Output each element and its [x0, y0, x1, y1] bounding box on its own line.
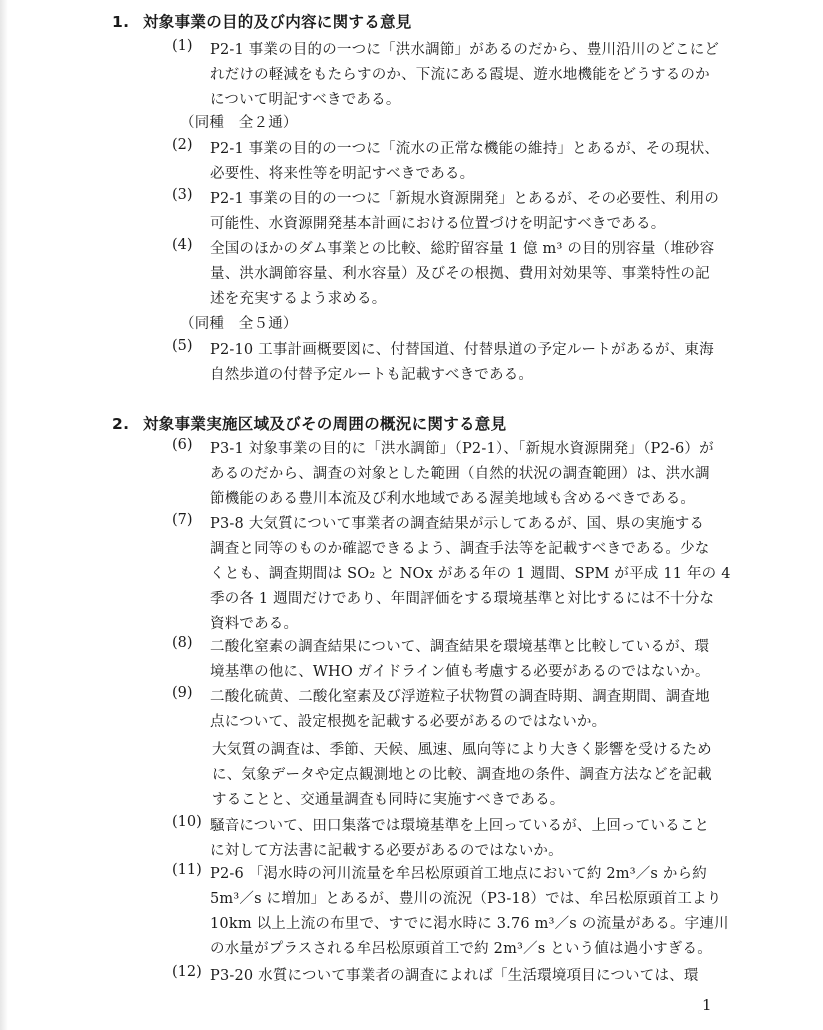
- item-text-line: 調査と同等のものか確認できるよう、調査手法等を記載すべきである。少な: [210, 541, 710, 557]
- item-text-line: 可能性、水資源開発基本計画における位置づけを明記すべきである。: [210, 216, 666, 232]
- item-text-line: 二酸化硫黄、二酸化窒素及び浮遊粒子状物質の調査時期、調査期間、調査地: [210, 689, 710, 705]
- item-text-line: 二酸化窒素の調査結果について、調査結果を環境基準と比較しているが、環: [210, 639, 710, 655]
- item-marker: (12): [172, 964, 202, 980]
- item-text-line: あるのだから、調査の対象とした範囲（自然的状況の調査範囲）は、洪水調: [210, 466, 710, 482]
- item-marker: (10): [172, 814, 202, 830]
- item-text-line: 10km 以上上流の布里で、すでに渇水時に 3.76 m³／s の流量がある。宇連川: [210, 916, 729, 932]
- item-text-line: P2-1 事業の目的の一つに「新規水資源開発」とあるが、その必要性、利用の: [210, 191, 720, 207]
- item-text-line: れだけの軽減をもたらすのか、下流にある霞堤、遊水地機能をどうするのか: [210, 67, 710, 83]
- item-marker: (6): [172, 437, 193, 453]
- item-text-line: 量、洪水調節容量、利水容量）及びその根拠、費用対効果等、事業特性の記: [210, 266, 710, 282]
- item-marker: (11): [172, 862, 202, 878]
- item-text-line: 資料である。: [210, 616, 299, 632]
- item-text-line: 節機能のある豊川本流及び利水地域である渥美地域も含めるべきである。: [210, 491, 696, 507]
- section-1-number: 1.: [112, 13, 130, 31]
- item-marker: (7): [172, 512, 193, 528]
- item-text-line: 自然歩道の付替予定ルートも記載すべきである。: [210, 367, 534, 383]
- item-text-line: P3-8 大気質について事業者の調査結果が示してあるが、国、県の実施する: [210, 516, 705, 532]
- section-1-title: 対象事業の目的及び内容に関する意見: [143, 13, 412, 31]
- item-text-line: 季の各 1 週間だけであり、年間評価をする環境基準と対比するには不十分な: [210, 591, 715, 607]
- item-text-line: P2-10 工事計画概要図に、付替国道、付替県道の予定ルートがあるが、東海: [210, 342, 714, 358]
- section-2-heading: [112, 412, 506, 434]
- item-marker: (4): [172, 237, 193, 253]
- item-text-line: について明記すべきである。: [210, 92, 401, 108]
- item-marker: (8): [172, 635, 193, 651]
- item-text-line: の水量がプラスされる牟呂松原頭首工で約 2m³／s という値は過小すぎる。: [210, 941, 712, 957]
- item-text-line: 必要性、将来性等を明記すべきである。: [210, 166, 475, 182]
- item-9-paragraph-line: に、気象データや定点観測地との比較、調査地の条件、調査方法などを記載: [212, 767, 712, 783]
- section-1-heading: [112, 10, 412, 32]
- item-marker: (2): [172, 137, 193, 153]
- item-marker: (1): [172, 38, 193, 54]
- item-marker: (5): [172, 338, 193, 354]
- item-marker: (3): [172, 187, 193, 203]
- item-text-line: 全国のほかのダム事業との比較、総貯留容量 1 億 m³ の目的別容量（堆砂容: [210, 241, 715, 257]
- page-number: 1: [702, 996, 712, 1014]
- item-marker: (9): [172, 685, 193, 701]
- item-text-line: 騒音について、田口集落では環境基準を上回っているが、上回っていること: [210, 818, 710, 834]
- item-text-line: 5m³／s に増加」とあるが、豊川の流況（P3-18）では、牟呂松原頭首工より: [210, 891, 722, 907]
- item-text-line: P2-1 事業の目的の一つに「流水の正常な機能の維持」とあるが、その現状、: [210, 141, 720, 157]
- item-text-line: P3-20 水質について事業者の調査によれば「生活環境項目については、環: [210, 968, 699, 984]
- item-text-line: P2-6 「渇水時の河川流量を牟呂松原頭首工地点において約 2m³／s から約: [210, 866, 707, 882]
- item-text-line: P3-1 対象事業の目的に「洪水調節」（P2-1）、「新規水資源開発」（P2-6）が: [210, 441, 714, 457]
- item-text-line: 述を充実するよう求める。: [210, 291, 387, 307]
- item-text-line: 境基準の他に、WHO ガイドライン値も考慮する必要があるのではないか。: [210, 664, 710, 680]
- item-9-paragraph-line: することと、交通量調査も同時に実施すべきである。: [212, 792, 565, 808]
- item-9-paragraph-line: 大気質の調査は、季節、天候、風速、風向等により大きく影響を受けるため: [212, 742, 712, 758]
- item-text-line: 点について、設定根拠を記載する必要があるのではないか。: [210, 714, 607, 730]
- similar-count-note: （同種 全２通）: [180, 115, 298, 131]
- section-2-number: 2.: [112, 415, 130, 433]
- section-2-title: 対象事業実施区域及びその周囲の概況に関する意見: [143, 415, 507, 433]
- item-text-line: くとも、調査期間は SO₂ と NOx がある年の 1 週間、SPM が平成 11 年の 4: [210, 566, 731, 582]
- scan-edge-shadow: [0, 0, 8, 1030]
- similar-count-note: （同種 全５通）: [180, 316, 298, 332]
- item-text-line: に対して方法書に記載する必要があるのではないか。: [210, 843, 563, 859]
- item-text-line: P2-1 事業の目的の一つに「洪水調節」があるのだから、豊川沿川のどこにど: [210, 42, 720, 58]
